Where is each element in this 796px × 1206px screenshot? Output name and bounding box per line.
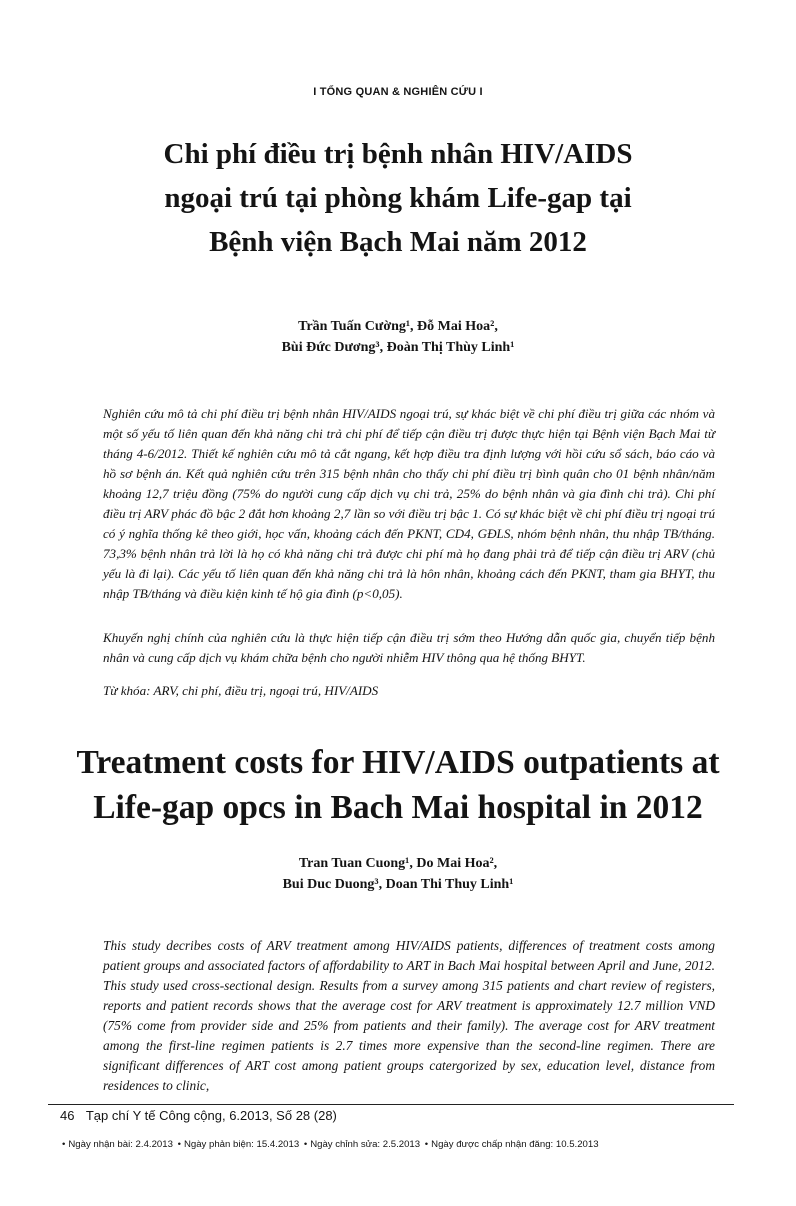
author-line: Tran Tuan Cuong¹, Do Mai Hoa², <box>298 856 498 871</box>
vietnamese-recommendation: Khuyến nghị chính của nghiên cứu là thực hiện tiếp cận điều trị sớm theo Hướng dẫn quốc gia, chuyển tiếp bệnh nhân và cung cấp dịch vụ khám chữa bệnh cho người nhiễm HIV thông qua hệ thống BHYT. <box>103 630 715 665</box>
author-line: Bùi Đức Dương³, Đoàn Thị Thùy Linh¹ <box>281 340 515 355</box>
submission-dates <box>60 1139 750 1150</box>
vietnamese-title <box>60 132 736 264</box>
date-received: Ngày nhận bài: 2.4.2013 <box>68 1139 173 1150</box>
date-revised: Ngày chỉnh sửa: 2.5.2013 <box>310 1139 421 1150</box>
journal-citation <box>60 1108 337 1123</box>
english-title <box>40 740 756 830</box>
vietnamese-title-line: ngoại trú tại phòng khám Life-gap tại <box>164 182 632 214</box>
english-title-line: Life-gap opcs in Bach Mai hospital in 2012 <box>93 789 703 826</box>
vietnamese-keywords: Từ khóa: ARV, chi phí, điều trị, ngoại trú, HIV/AIDS <box>103 683 379 698</box>
date-accepted: Ngày được chấp nhận đăng: 10.5.2013 <box>431 1139 599 1150</box>
vietnamese-abstract: Nghiên cứu mô tả chi phí điều trị bệnh nhân HIV/AIDS ngoại trú, sự khác biệt về chi phí điều trị giữa các nhóm và một số yếu tố liên quan đến khả năng chi trả chi phí để tiếp cận điều trị được thực hiện tại Bệnh viện Bạch Mai từ tháng 4-6/2012. Thiết kế nghiên cứu mô tả cắt ngang, kết hợp điều tra định lượng với hồi cứu sổ sách, báo cáo và hồ sơ bệnh án. Kết quả nghiên cứu trên 315 bệnh nhân cho thấy chi phí điều trị bình quân cho 01 bệnh nhân/năm khoảng 12,7 triệu đồng (75% do người cung cấp dịch vụ chi trả, 25% do bệnh nhân và gia đình chi trả). Chi phí điều trị ARV phác đồ bậc 2 đắt hơn khoảng 2,7 lần so với điều trị bậc 1. Có sự khác biệt về chi phí điều trị ngoại trú có ý nghĩa thống kê theo giới, học vấn, khoảng cách đến PKNT, CD4, GĐLS, nhóm bệnh nhân, thu nhập TB/tháng. 73,3% bệnh nhân trả lời là họ có khả năng chi trả được chi phí mà họ đang phải trả để tiếp cận điều trị ARV (chủ yếu là đi lại). Các yếu tố liên quan đến khả năng chi trả là hôn nhân, khoảng cách đến PKNT, tham gia BHYT, thu nhập TB/tháng và điều kiện kinh tế hộ gia đình (p<0,05). <box>103 406 715 601</box>
vietnamese-authors <box>0 316 796 358</box>
english-title-line: Treatment costs for HIV/AIDS outpatients at <box>76 744 720 781</box>
author-line: Bui Duc Duong³, Doan Thi Thuy Linh¹ <box>282 877 514 892</box>
journal-name: Tạp chí Y tế Công cộng, 6.2013, Số 28 (28) <box>85 1108 337 1123</box>
date-reviewed: Ngày phản biện: 15.4.2013 <box>183 1139 300 1150</box>
bullet-icon: • <box>177 1139 181 1150</box>
english-authors <box>0 853 796 895</box>
author-line: Trần Tuấn Cường¹, Đỗ Mai Hoa², <box>298 319 498 334</box>
vietnamese-title-line: Chi phí điều trị bệnh nhân HIV/AIDS <box>163 138 633 170</box>
english-abstract: This study decribes costs of ARV treatment among HIV/AIDS patients, differences of treatment costs among patient groups and associated factors of affordability to ART in Bach Mai hospital between April and June, 2012. This study used cross-sectional design. Results from a survey among 315 patients and chart review of registers, reports and patient records shows that the average cost for ARV treatment is approximately 12.7 million VND (75% come from provider side and 25% from patients and their family). The average cost for ARV treatment among the first-line regimen patients is 2.7 times more expensive than the second-line regimen. There are significant differences of ART cost among patient groups catergorized by sex, education level, distance from residences to clinic, <box>103 938 715 1093</box>
page-number: 46 <box>60 1108 75 1123</box>
bullet-icon: • <box>424 1139 429 1150</box>
footer-divider <box>48 1104 734 1105</box>
bullet-icon: • <box>303 1139 308 1150</box>
section-tag: I TỔNG QUAN & NGHIÊN CỨU I <box>313 86 483 98</box>
bullet-icon: • <box>62 1139 66 1150</box>
vietnamese-title-line: Bệnh viện Bạch Mai năm 2012 <box>209 226 587 258</box>
